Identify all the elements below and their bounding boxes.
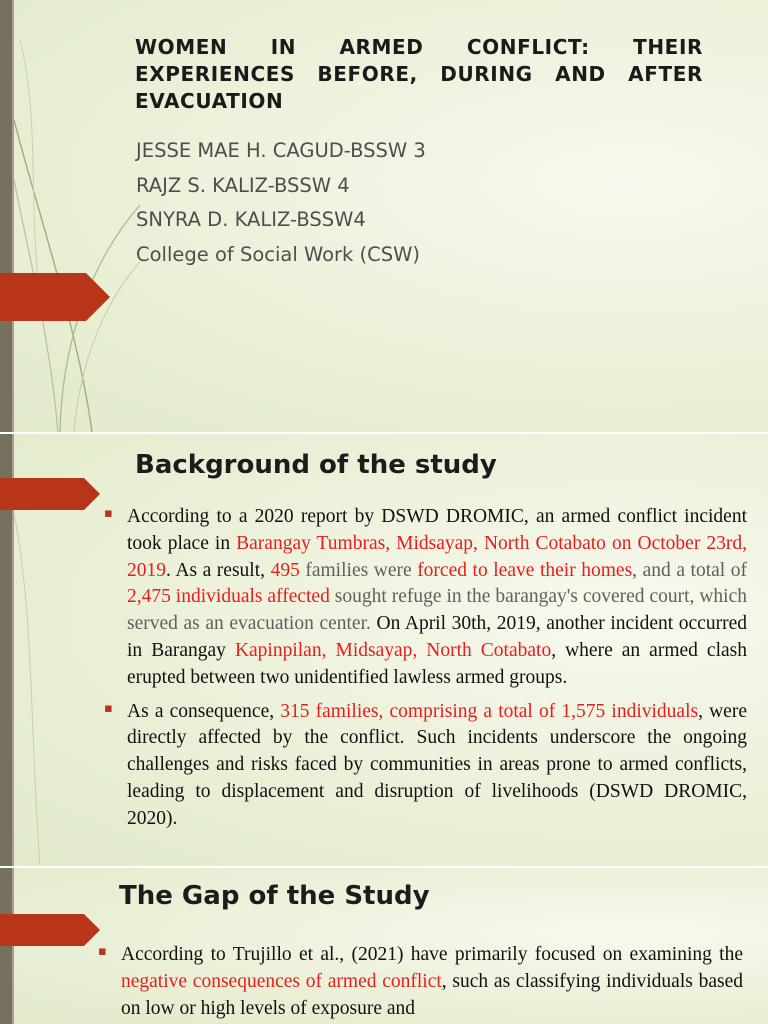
slide-heading: Background of the study (135, 450, 497, 480)
highlighted-text: negative consequences of armed conflict (121, 970, 442, 992)
highlighted-text: 315 families, comprising a total of 1,575 individuals (280, 700, 699, 722)
highlighted-text: 495 (270, 559, 300, 581)
body-text: , were directly affected by the conflict. Such incidents underscore the ongoing challenges and risks faced by communities in areas prone to armed conflicts, leading to displacement and disruption of livelihoods (DSWD DROMIC, 2020). (127, 700, 747, 829)
body-text: According to a 2020 report by DSWD DROMIC, an armed conflict incident took place in (127, 506, 747, 554)
presentation-title: WOMEN IN ARMED CONFLICT: THEIR EXPERIENCES BEFORE, DURING AND AFTER EVACUATION (135, 35, 703, 113)
bullet-square-icon: ▪ (98, 944, 107, 959)
decorative-swirl-lines (0, 0, 140, 432)
author-list (136, 134, 696, 272)
bullet-list (104, 504, 747, 840)
body-text: On April 30th, 2019, another incident occurred in Barangay (127, 613, 747, 661)
body-text: , where an armed clash erupted between two unidentified lawless armed groups. (127, 639, 747, 688)
body-text: . As a result, (166, 559, 271, 581)
bullet-list (98, 942, 743, 1024)
bullet-square-icon: ▪ (104, 506, 113, 521)
background-slide (0, 434, 768, 866)
highlighted-text: forced to leave their homes (417, 559, 633, 581)
body-text: sought refuge in the barangay's covered court, which served as an evacuation center. (127, 586, 747, 635)
highlighted-text: 2,475 individuals affected (127, 586, 330, 608)
left-accent-bar (0, 868, 12, 1024)
bullet-paragraph (121, 942, 743, 1022)
author-line: RAJZ S. KALIZ-BSSW 4 (136, 173, 350, 197)
slide-heading: The Gap of the Study (119, 881, 430, 911)
author-line: JESSE MAE H. CAGUD-BSSW 3 (136, 139, 426, 162)
body-text: families were (299, 559, 418, 581)
bullet-item (104, 504, 747, 692)
highlighted-text: Barangay Tumbras, Midsayap, North Cotabato on October 23rd, 2019 (127, 532, 748, 581)
body-text: According to Trujillo et al., (2021) have primarily focused on examining the (121, 944, 743, 965)
highlighted-text: Kapinpilan, Midsayap, North Cotabato (234, 639, 552, 661)
body-text: , and a total of (632, 559, 747, 581)
bullet-item (98, 942, 743, 1022)
bullet-item (104, 699, 747, 833)
arrow-tab-decoration (0, 478, 100, 510)
body-text: As a consequence, (127, 700, 281, 722)
title-slide (0, 0, 768, 432)
bullet-square-icon: ▪ (104, 700, 113, 716)
body-text: , such as classifying individuals based on low or high levels of exposure and (121, 970, 743, 1019)
bullet-paragraph (127, 504, 747, 692)
college-line: College of Social Work (CSW) (136, 242, 421, 266)
gap-slide (0, 868, 768, 1024)
author-line: SNYRA D. KALIZ-BSSW4 (136, 208, 366, 231)
left-accent-bar (0, 0, 12, 432)
arrow-tab-decoration (0, 914, 100, 946)
bullet-paragraph (127, 699, 747, 833)
